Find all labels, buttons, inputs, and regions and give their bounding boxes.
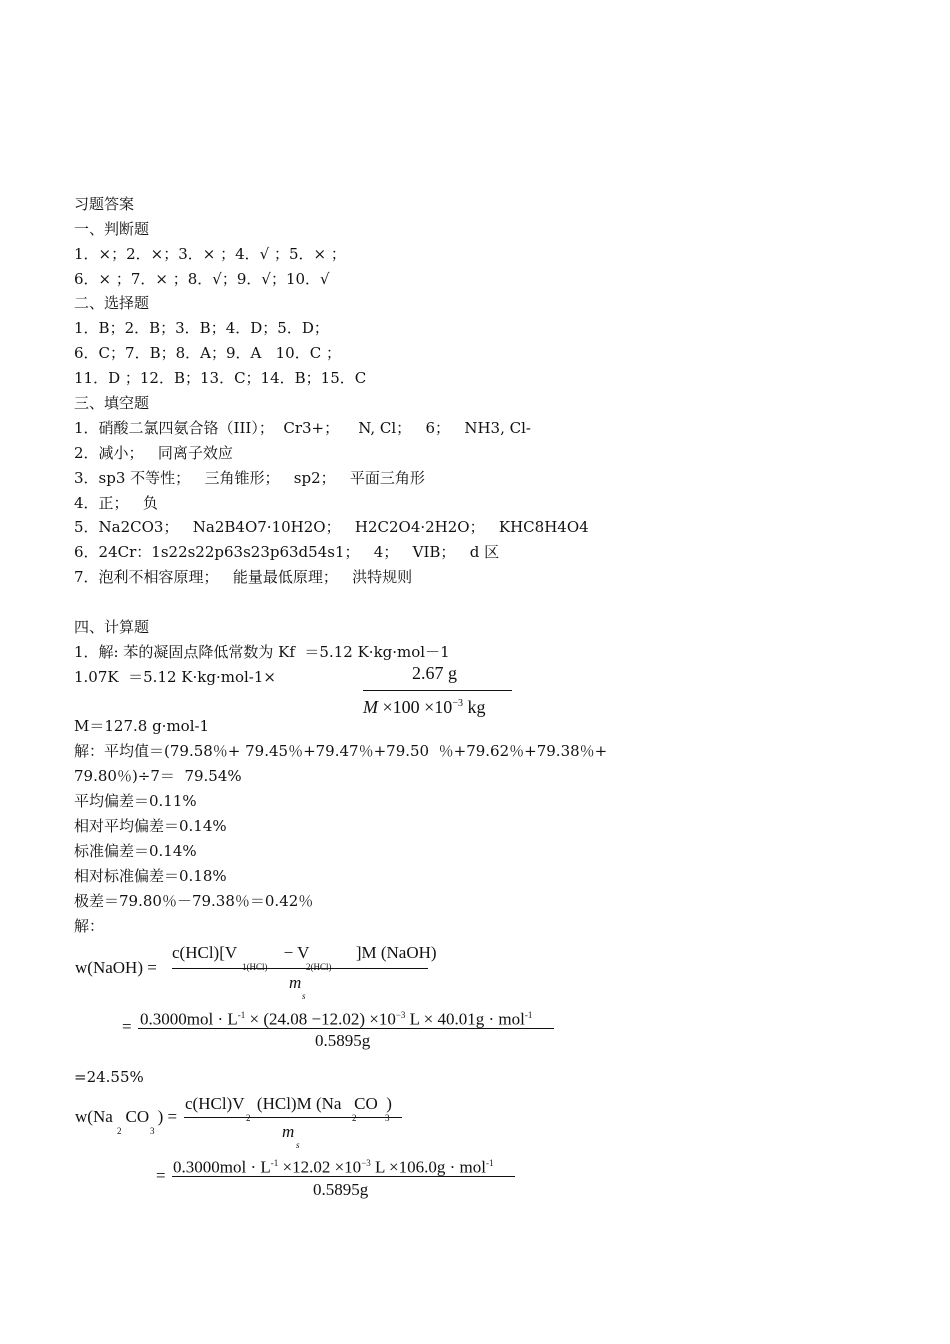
calc-2-range: 极差＝79.80％－79.38％＝0.42％ <box>74 892 314 910</box>
calc-2-std-deviation: 标准偏差＝0.14% <box>74 842 197 860</box>
calc-2-rel-avg-deviation: 相对平均偏差＝0.14% <box>74 817 227 835</box>
fill-answer-1: 1．硝酸二氯四氨合铬（III）； Cr3+； N, Cl； 6； NH3, Cl- <box>74 419 531 437</box>
formula-na2co3-den-sub: s <box>296 1140 300 1150</box>
section-fill-title: 三、填空题 <box>74 394 150 412</box>
formula-naoh-den-sub: s <box>302 991 306 1001</box>
formula-naoh-values-denominator: 0.5895g <box>315 1031 371 1050</box>
fill-answer-6: 6．24Cr：1s22s22p63s23p63d54s1； 4； VIB； d 区 <box>74 543 500 561</box>
formula-naoh-values-bar <box>138 1028 554 1029</box>
formula-na2co3-numerator: c(HCl)V (HCl)M (Na CO ) <box>185 1094 392 1113</box>
fill-answer-7: 7．泡利不相容原理； 能量最低原理； 洪特规则 <box>74 568 413 586</box>
formula-naoh-denominator: m <box>289 973 302 992</box>
calc-2-mean-line-1: 解：平均值＝(79.58％+ 79.45％+79.47％+79.50 ％+79.62％+79.38％+ <box>74 742 608 760</box>
calc-3-intro: 解： <box>74 917 105 935</box>
formula-na2co3-num-sub-1: 2 <box>246 1113 251 1123</box>
judgment-answers-line-2: 6．× ；7．× ；8．√；9．√；10．√ <box>74 270 330 288</box>
calc-2-mean-line-2: 79.80％)÷7＝ 79.54% <box>74 767 242 785</box>
formula-na2co3-lhs-sub-1: 2 <box>117 1126 122 1136</box>
formula-naoh-bar <box>172 968 428 969</box>
formula-na2co3-denominator: m <box>282 1122 295 1141</box>
fill-answer-3: 3．sp3 不等性； 三角锥形； sp2； 平面三角形 <box>74 469 425 487</box>
formula-naoh-lhs: w(NaOH) = <box>75 958 157 977</box>
formula-naoh-numerator: c(HCl)[V − V ]M (NaOH) <box>172 943 437 962</box>
calc-2-rel-std-deviation: 相对标准偏差＝0.18% <box>74 867 227 885</box>
formula-na2co3-values-bar <box>172 1176 515 1177</box>
section-choice-title: 二、选择题 <box>74 294 150 312</box>
formula-na2co3-lhs-sub-2: 3 <box>150 1126 155 1136</box>
formula-na2co3-values-denominator: 0.5895g <box>313 1180 369 1199</box>
choice-answers-line-3: 11．D ；12．B；13．C；14．B；15．C <box>74 369 367 387</box>
calc-3-result: =24.55% <box>74 1068 144 1086</box>
calc-1-equation: 1.07K ＝5.12 K·kg·mol-1× <box>74 668 276 686</box>
calc-2-avg-deviation: 平均偏差＝0.11% <box>74 792 197 810</box>
section-judgment-title: 一、判断题 <box>74 220 150 238</box>
formula-naoh-sub-2: 2(HCl) <box>306 962 332 972</box>
fill-answer-4: 4．正； 负 <box>74 494 158 512</box>
formula-na2co3-eq-sign: = <box>156 1166 166 1185</box>
formula-naoh-eq-sign: = <box>122 1017 132 1036</box>
section-calc-title: 四、计算题 <box>74 618 150 636</box>
fill-answer-5: 5．Na2CO3； Na2B4O7·10H2O； H2C2O4·2H2O； KHC8H4O4 <box>74 518 589 536</box>
fraction-1-bar <box>363 690 512 691</box>
choice-answers-line-1: 1．B；2．B；3．B；4．D；5．D； <box>74 319 329 337</box>
judgment-answers-line-1: 1．×；2．×；3．× ；4．√ ；5．× ； <box>74 245 346 263</box>
fraction-1-numerator: 2.67 g <box>412 663 457 683</box>
calc-1-intro: 1．解: 苯的凝固点降低常数为 Kf ＝5.12 K·kg·mol－1 <box>74 643 450 661</box>
doc-title: 习题答案 <box>74 195 135 213</box>
formula-na2co3-num-sub-2: 2 <box>352 1113 357 1123</box>
calc-1-result: M＝127.8 g·mol-1 <box>74 717 210 735</box>
formula-naoh-sub-1: 1(HCl) <box>242 962 268 972</box>
formula-na2co3-values-numerator: $0.3000mol \cdot L^{-1} \times 12.02 \times 10^{-3}$ L ×106.0g · mol$^{-1}$ <box>173 1157 494 1177</box>
fill-answer-2: 2．减小； 同离子效应 <box>74 444 233 462</box>
fraction-1-denominator: $M \times 100 \times 10^{-3}$ kg <box>363 697 486 717</box>
formula-na2co3-num-sub-3: 3 <box>385 1113 390 1123</box>
formula-na2co3-bar <box>184 1117 402 1118</box>
formula-naoh-values-numerator: $0.3000mol \cdot L^{-1} \times (24.08 -12.02) \times 10^{-3}$ L × 40.01g · mol$^{-1}$ <box>140 1009 533 1029</box>
choice-answers-line-2: 6．C；7．B；8．A；9．A 10．C ； <box>74 344 341 362</box>
formula-na2co3-lhs: w(Na CO ) = <box>75 1107 178 1126</box>
